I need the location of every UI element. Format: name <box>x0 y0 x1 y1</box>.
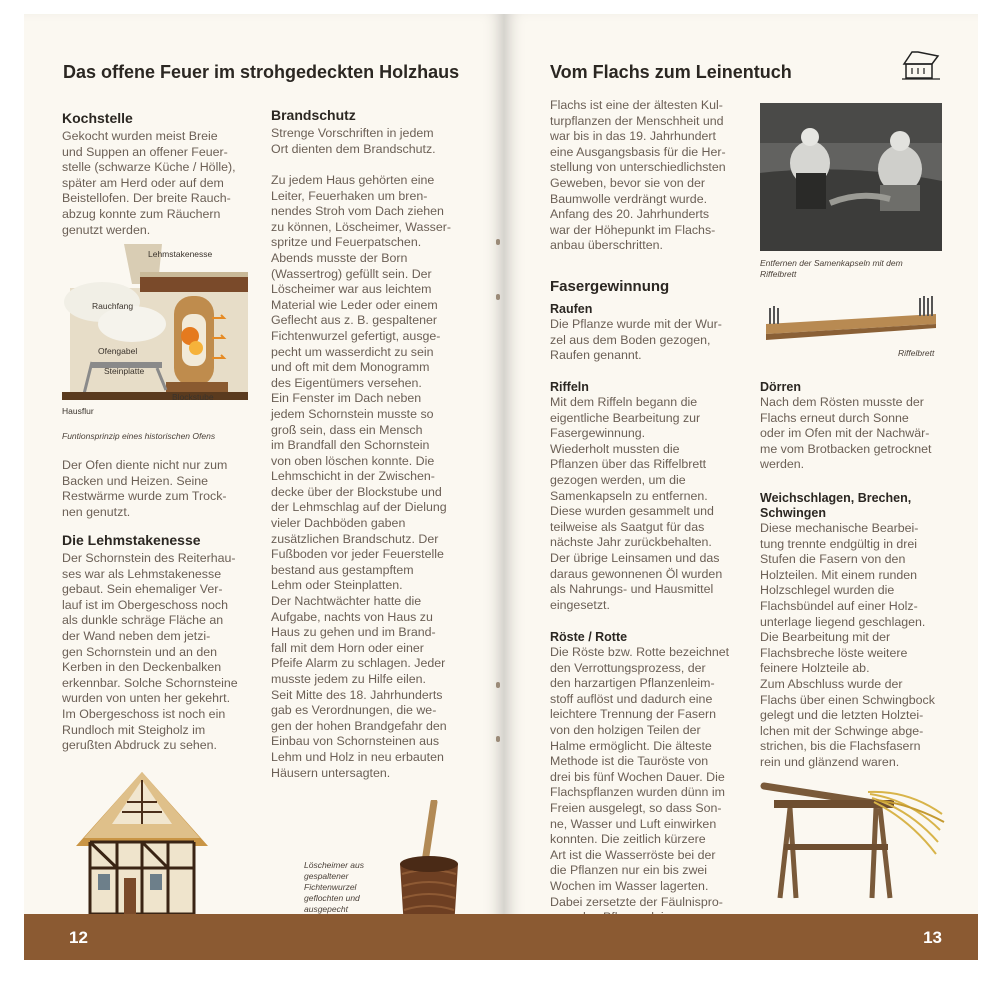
riffeln-text: Mit dem Riffeln begann die eigentliche Bearbeitung zur Fasergewinnung. Wiederholt mussten die Pflanzen über das Riffelbrett gezogen werden, um die Samenkapseln zu entfernen. Diese wurden gesammelt und teilweise als Saatgut für das nächste Jahr zurückbehalten. Der übrige Leinsamen und das daraus gewonnenen Öl wurden als Nahrungs- und Hausmittel eingesetzt. <box>550 395 723 612</box>
doerren-heading: Dörren <box>760 380 801 394</box>
brandschutz-text-1: Strenge Vorschriften in jedem Ort dienten dem Brandschutz. <box>271 126 436 156</box>
ofen-text: Der Ofen diente nicht nur zum Backen und Heizen. Seine Restwärme wurde zum Trock- nen genutzt. <box>62 458 228 519</box>
riffelbrett-caption: Riffelbrett <box>898 348 935 358</box>
riffeln-heading: Riffeln <box>550 380 589 394</box>
kochstelle-text: Gekocht wurden meist Breie und Suppen an offener Feuer- stelle (schwarze Küche / Hölle), später am Herd oder auf dem Beistellofen. Der breite Rauch- abzug konnte zum Räuchern genutzt werden. <box>62 129 236 237</box>
label-rauchfang: Rauchfang <box>92 301 134 311</box>
flax-photo-drawing <box>760 103 942 251</box>
roeste-text: Die Röste bzw. Rotte bezeichnet den Verrottungsprozess, der den harzartigen Pflanzenleim- stoff auflöst und dadurch eine leichtere Trennung der Fasern von den holzigen Teilen der Halme ermöglicht. Die älteste Methode ist die Tauröste von drei bis fünf Wochen Dauer. Die Flachspflanzen wurden dünn im Freien ausgelegt, so dass Son- ne, Wasser und Luft einwirken konnten. Die zeitlich kürzere Art ist die Wasserröste bei der die Pflanzen nur ein bis zwei Wochen im Wasser lagerten. Dabei zersetzte der Fäulnispro- <box>550 645 730 909</box>
oven-illustration <box>62 244 248 400</box>
house-logo-icon <box>902 50 940 82</box>
kochstelle-heading: Kochstelle <box>62 110 133 126</box>
weichschlagen-heading-1: Weichschlagen, Brechen, <box>760 491 912 505</box>
photo-caption: Entfernen der Samenkapseln mit dem Riffelbrett <box>760 258 903 279</box>
right-page-title: Vom Flachs zum Leinentuch <box>550 62 792 82</box>
page-number-right: 13 <box>923 928 942 947</box>
fasergewinnung-heading: Fasergewinnung <box>550 278 670 295</box>
lehmstakenesse-heading: Die Lehmstakenesse <box>62 532 201 548</box>
staple-top <box>496 239 500 245</box>
brandschutz-heading: Brandschutz <box>271 107 356 123</box>
staple-lower <box>496 682 500 688</box>
roeste-heading: Röste / Rotte <box>550 630 628 644</box>
weichschlagen-text: Diese mechanische Bearbei- tung trennte endgültig in drei Stufen die Fasern von den Holzteilen. Mit einem runden Holzschlegel wurden die Flachsbündel auf einer Holz- unterlage liegend geschlagen. Die Bearbeitung mit der Flachsbreche löste weitere feinere Holzteile ab. Zum Abschluss wurde der Flachs über einen Schwingbock gelegt und die letzten Holztei- lchen mit der Schwinge abge- strichen, bis die Flachsfasern rein und glänzend waren. <box>760 521 935 769</box>
riffelbrett-illustration <box>760 294 942 346</box>
flachsbreche-illustration <box>760 770 946 906</box>
doerren-text: Nach dem Rösten musste der Flachs erneut durch Sonne oder im Ofen mit der Nachwär- me vom Brotbacken getrocknet werden. <box>760 395 932 472</box>
lehmstakenesse-text: Der Schornstein des Reiterhau- ses war als Lehmstakenesse gebaut. Sein ehemaliger Ver- lauf ist im Obergeschoss noch als dunkle schräge Fläche an der Wand neben dem jetzi- gen Schornstein und an den Kerben in den Deckenbalken erkennbar. Solche Schornsteine wurden von unten her gekehrt. Im Obergeschoss ist noch ein Rundloch mit Steigholz im gerußten Abdruck zu sehen. <box>62 551 238 753</box>
flachsbreche-drawing <box>760 770 946 906</box>
label-steinplatte: Steinplatte <box>104 366 145 376</box>
bucket-caption: Löscheimer aus gespaltener Fichtenwurzel geflochten und ausgepecht <box>304 860 365 914</box>
raufen-text: Die Pflanze wurde mit der Wur- zel aus dem Boden gezogen, Raufen genannt. <box>550 317 722 363</box>
flax-photo <box>760 103 942 251</box>
label-blockstube: Blockstube <box>172 392 214 402</box>
house-illustration <box>72 768 212 918</box>
raufen-heading: Raufen <box>550 302 593 316</box>
staple-bottom <box>496 736 500 742</box>
label-lehmstakenesse: Lehmstakenesse <box>148 249 213 259</box>
left-page-title: Das offene Feuer im strohgedeckten Holzhaus <box>63 62 460 82</box>
page-number-left: 12 <box>69 928 88 947</box>
left-footer-bar <box>24 914 504 960</box>
house-drawing <box>72 768 212 918</box>
label-hausflur: Hausflur <box>62 406 94 416</box>
flachs-intro-text: Flachs ist eine der ältesten Kul- turpflanzen der Menschheit und war bis in das 19. Jahrhundert eine Ausgangsbasis für die Her- stellung von unterschiedlichsten Geweben, bevor sie von der Baumwolle verdrängt wurde. Anfang des 20. Jahrhunderts war der Höhepunkt im Flachs- anbau überschritten. <box>550 98 726 253</box>
right-footer-bar <box>504 914 978 960</box>
oven-caption: Funtionsprinzip eines historischen Ofens <box>62 431 216 441</box>
left-page <box>24 14 504 960</box>
label-ofengabel: Ofengabel <box>98 346 138 356</box>
oven-drawing <box>62 244 248 400</box>
riffelbrett-drawing <box>760 294 942 346</box>
right-page <box>504 14 978 960</box>
staple-upper <box>496 294 500 300</box>
weichschlagen-heading-2: Schwingen <box>760 506 826 520</box>
brandschutz-text-2: Zu jedem Haus gehörten eine Leiter, Feuerhaken um bren- nendes Stroh vom Dach ziehen zu können, Löscheimer, Wasser- spritze und Feuerpatschen. Abends musste der Born (Wassertrog) gefüllt sein. Der Löscheimer war aus leichtem Material wie Leder oder einem Geflecht aus z. B. gespaltener Fichtenwurzel gefertigt, ausge- pecht um wasserdicht zu sein und oft mit dem Monogramm des Eigentümers versehen. Ein Fenster im Dach neben jedem Schornstein musste so groß sein, dass ein Mensch im Brandfall den Schornstein von oben löschen konnte. Die Lehmschicht in der Zwischen- decke über der Blockstube und der Lehmschlag auf der Dielung vieler Dachböden gaben zusätzlichen Brandschutz. Der Fußboden vor jeder Feuerstelle bestand aus gestampftem Lehm oder Steinplatten. Der Nachtwächter hatte die Aufgabe, nachts von Haus zu Haus zu gehen und im Brand- fall mit dem Horn oder einer Pfeife Alarm zu schlagen. Jeder musste jedem zu Hilfe eilen. Seit Mitte des 18. Jahrhunderts gab es Verordnungen, die we- gen der hohen Brandgefahr den Einbau von Schornsteinen aus Lehm und Holz in neu erbauten Häusern untersagten. <box>271 173 451 780</box>
